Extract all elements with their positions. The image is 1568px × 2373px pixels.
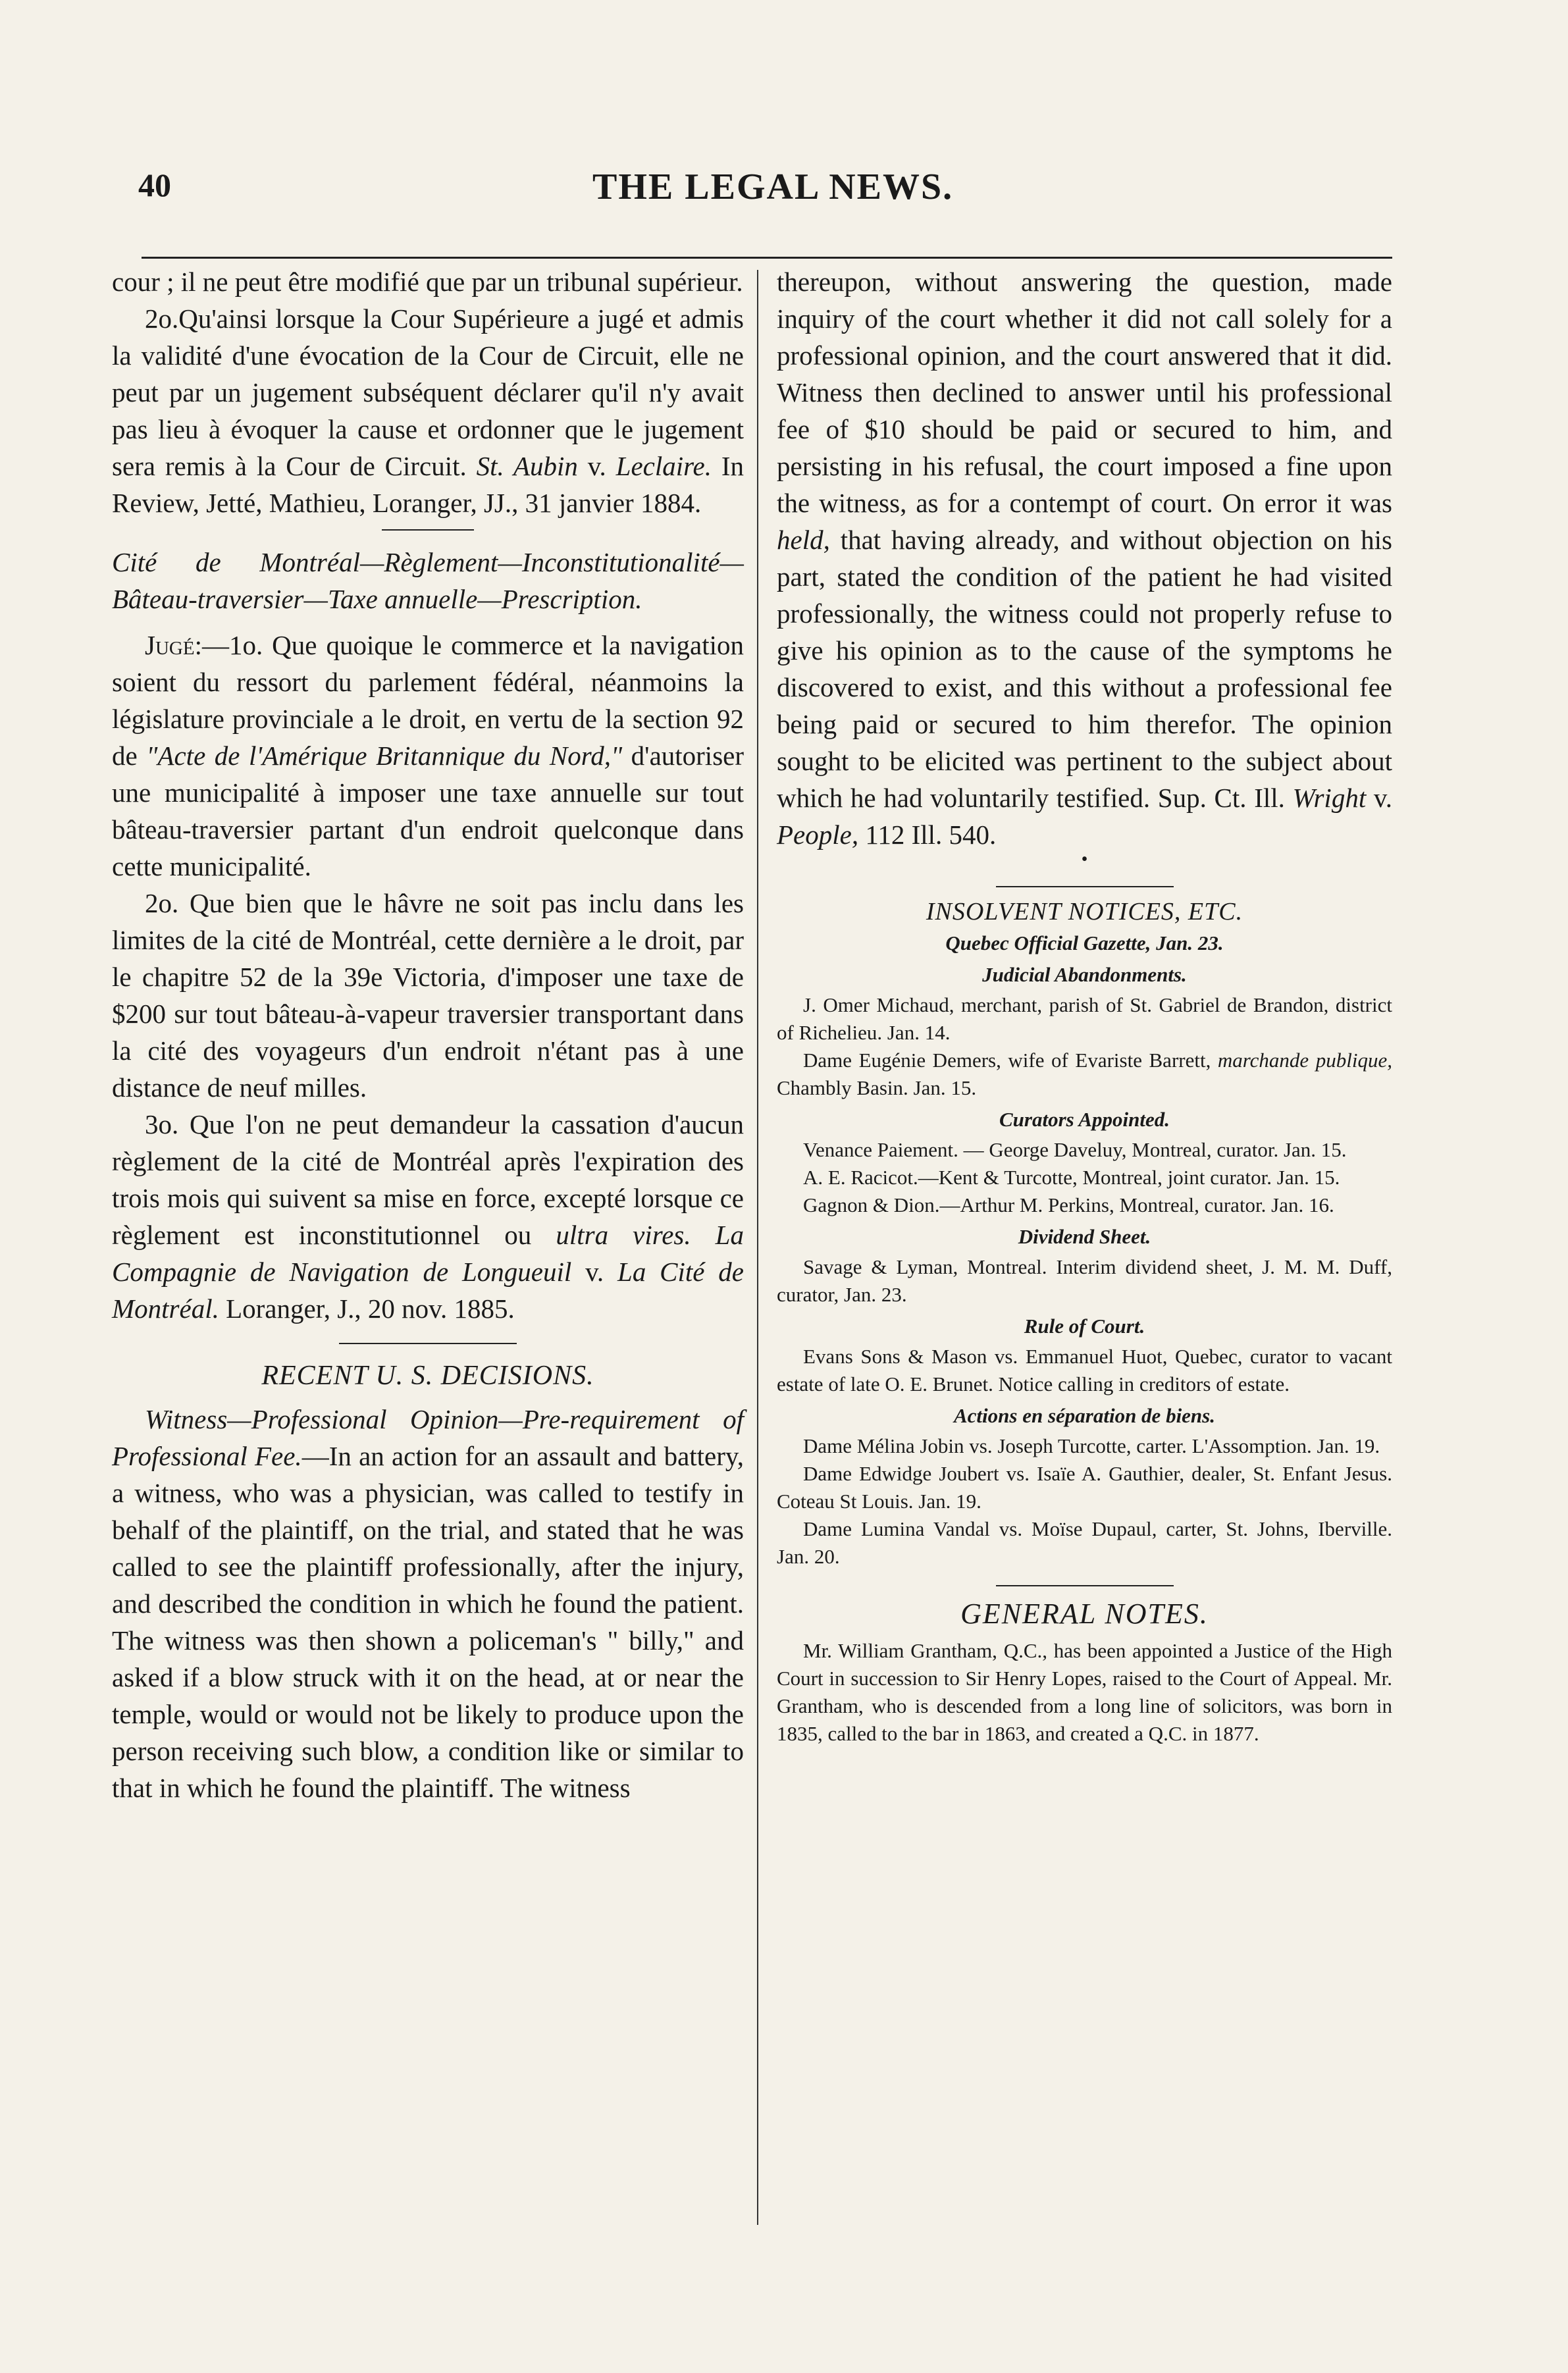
insolvent-notices-title: INSOLVENT NOTICES, ETC. <box>926 898 1243 926</box>
notice-entry: Venance Paiement. — George Daveluy, Montreal, curator. Jan. 15. <box>803 1138 1347 1161</box>
witness-continuation <box>777 263 1392 853</box>
paragraph-2o-second: 2o. Que bien que le hâvre ne soit pas inclu dans les limites de la cité de Montréal, cette dernière a le droit, par le chapitre 52 de la 39e Victoria, d'imposer une taxe de $200 sur tout bâteau-à-vapeur traversier transportant dans la cité des voyageurs d'un endroit n'étant pas à une distance de neuf milles. <box>112 888 744 1103</box>
notice-entry: A. E. Racicot.—Kent & Turcotte, Montreal, joint curator. Jan. 15. <box>803 1166 1340 1189</box>
juge-text: :—1o. Que quoique le commerce et la navigation soient du ressort du parlement fédéral, néanmoins la législature provinciale a le droit, en vertu de la section 92 de <box>112 630 744 771</box>
running-head: THE LEGAL NEWS. <box>592 167 954 207</box>
notice-entry: Savage & Lyman, Montreal. Interim dividend sheet, J. M. M. Duff, curator, Jan. 23. <box>777 1255 1392 1306</box>
notice-entry: Dame Edwidge Joubert vs. Isaïe A. Gauthier, dealer, St. Enfant Jesus. Coteau St Louis. Jan. 19. <box>777 1462 1392 1513</box>
notice-entry-italic: marchande publique, <box>1217 1049 1392 1072</box>
column-divider <box>757 270 758 2225</box>
paragraph-juge <box>112 627 744 885</box>
section-rule-4 <box>996 1585 1174 1586</box>
paragraph-3o <box>112 1106 744 1327</box>
witness-heading: Witness—Professional Opinion—Pre-requirement of Professional Fee. <box>112 1404 744 1471</box>
versus: v. <box>577 451 616 481</box>
ultra-vires: ultra vires. <box>556 1220 691 1250</box>
paragraph-3o-text: 3o. Que l'on ne peut demandeur la cassation d'aucun règlement de la cité de Montréal après l'expiration des trois mois qui suivent sa mise en force, excepté lorsque ce règlement est inconstitutionnel ou <box>112 1109 744 1250</box>
rule-of-court-heading: Rule of Court. <box>1024 1315 1145 1338</box>
witness-paragraph <box>112 1401 744 1806</box>
gazette-line: Quebec Official Gazette, Jan. 23. <box>945 931 1224 954</box>
versus-3: v. <box>1366 783 1392 813</box>
notice-entry: Dame Lumina Vandal vs. Moïse Dupaul, carter, St. Johns, Iberville. Jan. 20. <box>777 1517 1392 1568</box>
page-number: 40 <box>138 167 171 203</box>
paragraph-continuation: cour ; il ne peut être modifié que par un tribunal supérieur. <box>112 267 743 297</box>
act-title: "Acte de l'Amérique Britannique du Nord," <box>146 741 623 771</box>
general-notes-title: GENERAL NOTES. <box>960 1598 1209 1630</box>
citation-2: Loranger, J., 20 nov. 1885. <box>219 1293 515 1324</box>
held-word: held, <box>777 525 830 555</box>
notice-entry: Dame Mélina Jobin vs. Joseph Turcotte, carter. L'Assomption. Jan. 19. <box>803 1434 1380 1457</box>
case-heading: Cité de Montréal—Règlement—Inconstitutionalité—Bâteau-traversier—Taxe annuelle—Prescription. <box>112 547 744 614</box>
versus-2: v. <box>571 1257 618 1287</box>
insolvent-notices <box>777 898 1392 1571</box>
notice-entry: J. Omer Michaud, merchant, parish of St. Gabriel de Brandon, district of Richelieu. Jan. 14. <box>777 993 1392 1044</box>
section-rule-2 <box>339 1343 517 1344</box>
general-note-entry: Mr. William Grantham, Q.C., has been appointed a Justice of the High Court in succession to Sir Henry Lopes, raised to the Court of Appeal. Mr. Grantham, who is descended from a long line of solicitors, was born in 1835, called to the bar in 1863, and created a Q.C. in 1877. <box>777 1639 1392 1745</box>
notice-entry-tail: Chambly Basin. Jan. 15. <box>777 1076 977 1099</box>
notice-entry: Evans Sons & Mason vs. Emmanuel Huot, Quebec, curator to vacant estate of late O. E. Brunet. Notice calling in creditors of estate. <box>777 1345 1392 1395</box>
curators-appointed-heading: Curators Appointed. <box>999 1108 1170 1131</box>
notice-entry <box>777 1047 1392 1102</box>
recent-decisions-title: RECENT U. S. DECISIONS. <box>261 1361 594 1391</box>
case-name-3: La Compagnie de Navigation de Longueuil <box>112 1220 744 1287</box>
separation-heading: Actions en séparation de biens. <box>953 1404 1215 1427</box>
continuation-tail: that having already, and without objection on his part, stated the condition of the patient he had visited professionally, the witness could not properly refuse to give his opinion as to the cause of the symptoms he discovered to exist, and this without a professional fee being paid or secured to him therefor. The opinion sought to be elicited was pertinent to the subject about which he had voluntarily testified. Sup. Ct. Ill. <box>777 525 1392 813</box>
continuation-text: thereupon, without answering the question, made inquiry of the court whether it did not call solely for a professional opinion, and the court answered that it did. Witness then declined to answer until his professional fee of $10 should be paid or secured to him, and persisting in his refusal, the court imposed a fine upon the witness, as for a contempt of court. On error it was <box>777 267 1392 518</box>
left-column <box>112 263 744 1806</box>
case-name: St. Aubin <box>476 451 578 481</box>
case-name-4: La Cité de Montréal. <box>112 1257 744 1324</box>
juge-tail: d'autoriser une municipalité à imposer une taxe annuelle sur tout bâteau-traversier partant d'un endroit quelconque dans cette municipalité. <box>112 741 745 881</box>
witness-text: —In an action for an assault and battery, a witness, who was a physician, was called to testify in behalf of the plaintiff, on the trial, and stated that he was called to see the plaintiff professionally, after the injury, and described the condition in which he found the patient. The witness was then shown a policeman's " billy," and asked if a blow struck with it on the head, at or near the temple, would or would not be likely to produce upon the person receiving such blow, a condition like or similar to that in which he found the plaintiff. The witness <box>112 1441 744 1803</box>
right-column <box>777 263 1392 1748</box>
case-wright: Wright <box>1284 783 1367 813</box>
juge-label: Jugé <box>145 630 195 660</box>
citation-3: 112 Ill. 540. <box>858 820 997 850</box>
case-name-2: Leclaire. <box>615 451 712 481</box>
judicial-abandonments-heading: Judicial Abandonments. <box>982 963 1187 986</box>
general-notes <box>777 1637 1392 1748</box>
paragraph-2o-text: 2o.Qu'ainsi lorsque la Cour Supérieure a jugé et admis la validité d'une évocation de la Cour de Circuit, elle ne peut par un jugement subséquent déclarer qu'il n'y avait pas lieu à évoquer la cause et ordonner que le jugement sera remis à la Cour de Circuit. <box>112 303 744 481</box>
separator-dot: • <box>1081 849 1088 870</box>
dividend-sheet-heading: Dividend Sheet. <box>1018 1225 1151 1248</box>
section-rule-3 <box>996 886 1174 887</box>
paragraph-2o <box>112 300 744 521</box>
citation: In Review, Jetté, Mathieu, Loranger, JJ., 31 janvier 1884. <box>112 451 745 518</box>
page-header <box>132 166 1396 219</box>
header-rule <box>142 257 1392 259</box>
notice-entry-text: Dame Eugénie Demers, wife of Evariste Barrett, <box>803 1049 1218 1072</box>
case-people: People, <box>777 820 859 850</box>
notice-entry: Gagnon & Dion.—Arthur M. Perkins, Montreal, curator. Jan. 16. <box>803 1193 1334 1216</box>
section-rule <box>382 529 474 531</box>
